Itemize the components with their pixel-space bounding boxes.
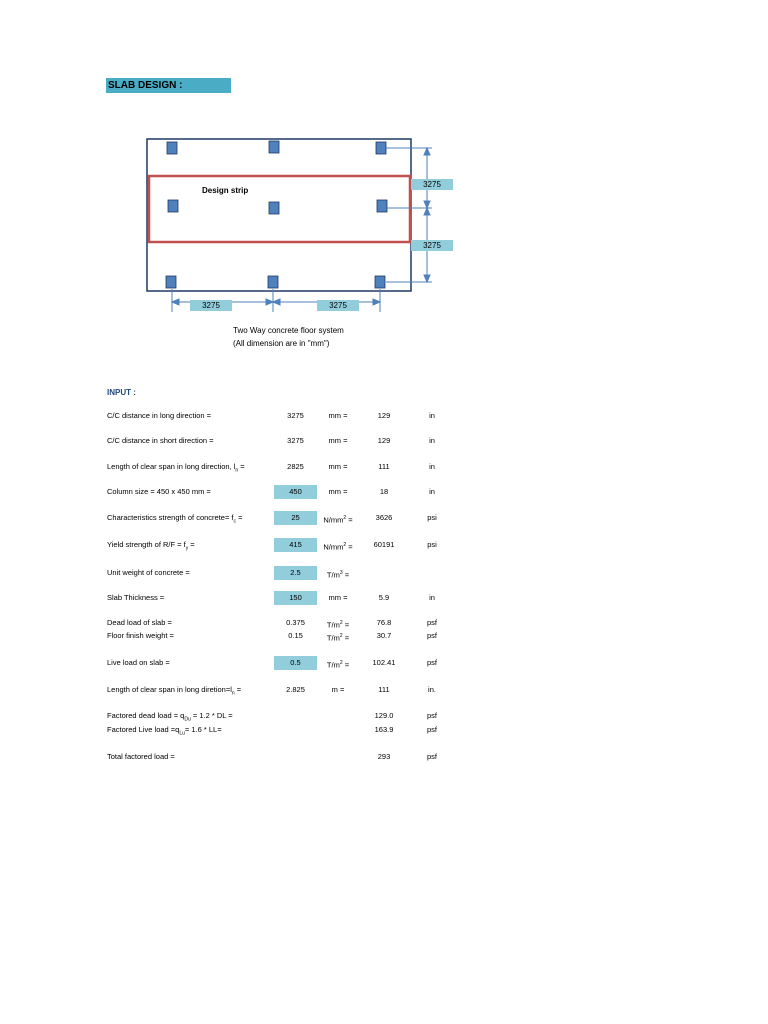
converted-value-cell: 3626 [375,513,393,522]
converted-value-cell: 30.7 [376,631,392,640]
diagram-caption: Two Way concrete floor system [233,326,344,335]
table-row [0,461,768,473]
table-row [0,751,768,763]
input-section-title: INPUT : [107,388,136,397]
table-row [0,592,768,604]
converted-unit-cell: in [429,593,435,602]
unit-text: mm = [328,487,348,496]
converted-unit-cell: psf [426,752,437,761]
table-row [0,539,768,551]
row-label [107,751,175,763]
input-value-cell[interactable]: 2.5 [274,566,317,580]
column-marker [269,202,279,214]
unit-end: = [342,620,350,630]
converted-unit-cell: psf [426,658,437,667]
converted-unit-cell: in [429,411,435,420]
converted-unit-cell: psf [426,725,437,734]
value-cell: 2825 [287,462,304,471]
row-label-text: Floor finish weight = [107,631,174,640]
row-label-end: = [236,513,243,522]
slab-outline [147,139,411,291]
row-label-end: = 1.6 * LL= [184,725,222,734]
input-value-cell[interactable]: 415 [274,538,317,552]
arrow-icon [424,208,430,215]
row-label-end: = [188,540,195,549]
row-label [107,486,211,498]
dimension-label: 3275 [190,300,232,311]
row-label-text: C/C distance in short direction = [107,436,214,445]
row-label [107,630,174,642]
arrow-icon [172,299,179,305]
row-label-text: Total factored load = [107,752,175,761]
unit-text: T/m [326,570,340,580]
row-label-text: Live load on slab = [107,658,170,667]
unit-cell [318,657,358,672]
column-marker [168,200,178,212]
table-row [0,657,768,669]
row-label [107,410,211,422]
converted-value-cell: 129 [377,411,391,420]
table-row [0,435,768,447]
input-value-cell[interactable]: 0.5 [274,656,317,670]
row-label [107,657,170,669]
unit-cell [318,461,358,473]
column-marker [376,142,386,154]
converted-value-cell: 111 [378,685,390,694]
unit-cell [318,592,358,604]
row-label-text: Characteristics strength of concrete= f [107,513,234,522]
value-cell: 2.825 [286,685,305,694]
unit-end: = [342,570,350,580]
row-label-text: Yield strength of R/F = f [107,540,186,549]
unit-text: N/mm [323,515,344,525]
arrow-icon [424,275,430,282]
converted-value-cell: 18 [379,487,389,496]
unit-cell [318,684,358,696]
value-cell: 0.375 [286,618,305,627]
row-label-text: Unit weight of concrete = [107,568,190,577]
unit-superscript: 2 [343,542,347,548]
input-value-cell[interactable]: 150 [274,591,317,605]
unit-cell [318,630,358,645]
row-label [107,539,195,555]
converted-unit-cell: psf [426,711,437,720]
converted-value-cell: 163.9 [374,725,394,734]
row-label [107,617,172,629]
table-row [0,630,768,642]
row-label-text: Slab Thickness = [107,593,165,602]
converted-value-cell: 102.41 [372,658,396,667]
row-label-end: = [238,462,245,471]
column-marker [167,142,177,154]
converted-unit-cell: psi [427,540,437,549]
arrow-icon [273,299,280,305]
column-marker [377,200,387,212]
arrow-icon [373,299,380,305]
converted-unit-cell: psf [426,631,437,640]
column-marker [166,276,176,288]
arrow-icon [424,148,430,155]
table-row [0,710,768,722]
unit-cell [318,435,358,447]
unit-text: mm = [328,593,348,602]
unit-superscript: 2 [339,620,343,626]
unit-superscript: 2 [339,633,343,639]
column-marker [268,276,278,288]
unit-cell [318,410,358,422]
design-strip-label: Design strip [202,186,249,195]
unit-cell [318,486,358,498]
row-label [107,512,242,528]
converted-value-cell: 293 [377,752,391,761]
converted-unit-cell: psf [426,618,437,627]
unit-end: = [342,660,350,670]
row-label [107,592,164,604]
row-label-end: = [234,685,242,694]
unit-text: mm = [328,436,348,445]
page-title: SLAB DESIGN : [106,78,231,93]
unit-end: = [346,515,353,525]
value-cell: 3275 [287,411,304,420]
row-label [107,461,245,477]
converted-unit-cell: in [429,462,435,471]
converted-value-cell: 129 [377,436,391,445]
unit-text: mm = [328,411,348,420]
dimension-label: 3275 [317,300,359,311]
table-row [0,410,768,422]
table-row [0,486,768,498]
row-label-subscript: n [235,467,239,474]
converted-value-cell: 111 [378,462,390,471]
column-marker [269,141,279,153]
converted-value-cell: 60191 [373,540,395,549]
converted-value-cell: 5.9 [378,593,390,602]
unit-cell [318,567,358,582]
column-marker [375,276,385,288]
unit-cell [318,539,358,554]
converted-unit-cell: in [429,436,435,445]
converted-value-cell: 129.0 [374,711,394,720]
table-row [0,512,768,524]
converted-unit-cell: in. [428,685,436,694]
dimension-label: 3275 [411,240,453,251]
row-label-text: Length of clear span in long diretion=l [107,685,232,694]
row-label-subscript: Lu [179,730,185,737]
table-row [0,617,768,629]
table-row [0,684,768,696]
table-row [0,724,768,736]
unit-text: T/m [326,633,340,643]
diagram-caption-units: (All dimension are in "mm") [233,339,330,348]
row-label [107,435,214,447]
row-label-text: Factored Live load =q [107,725,180,734]
row-label [107,724,222,740]
table-row [0,567,768,579]
row-label-text: C/C distance in long direction = [107,411,212,420]
row-label-subscript: y [185,545,189,552]
unit-superscript: 2 [343,515,347,521]
row-label-text: Dead load of slab = [107,618,172,627]
unit-text: T/m [326,620,340,630]
row-label-text: Length of clear span in long direction, l [107,462,236,471]
floor-plan-diagram [0,0,768,360]
unit-text: N/mm [323,542,344,552]
input-value-cell[interactable]: 25 [274,511,317,525]
design-strip-rect [149,176,410,242]
row-label-subscript: n [231,690,235,697]
unit-end: = [342,633,350,643]
unit-end: = [346,542,353,552]
row-label-subscript: Du [184,716,191,723]
row-label-text: Factored dead load = q [107,711,185,720]
row-label [107,567,190,579]
row-label-subscript: c [233,518,237,525]
unit-text: mm = [328,462,348,471]
value-cell: 3275 [287,436,304,445]
unit-superscript: 3 [339,570,343,576]
unit-text: T/m [326,660,340,670]
converted-value-cell: 76.8 [376,618,392,627]
unit-superscript: 2 [339,660,343,666]
dimension-label: 3275 [411,179,453,190]
unit-text: m = [331,685,345,694]
value-cell: 0.15 [288,631,303,640]
row-label-end: = 1.2 * DL = [190,711,233,720]
row-label [107,684,241,700]
input-value-cell[interactable]: 450 [274,485,317,499]
converted-unit-cell: in [429,487,435,496]
unit-cell [318,512,358,527]
converted-unit-cell: psi [427,513,437,522]
row-label-text: Column size = 450 x 450 mm = [107,487,211,496]
